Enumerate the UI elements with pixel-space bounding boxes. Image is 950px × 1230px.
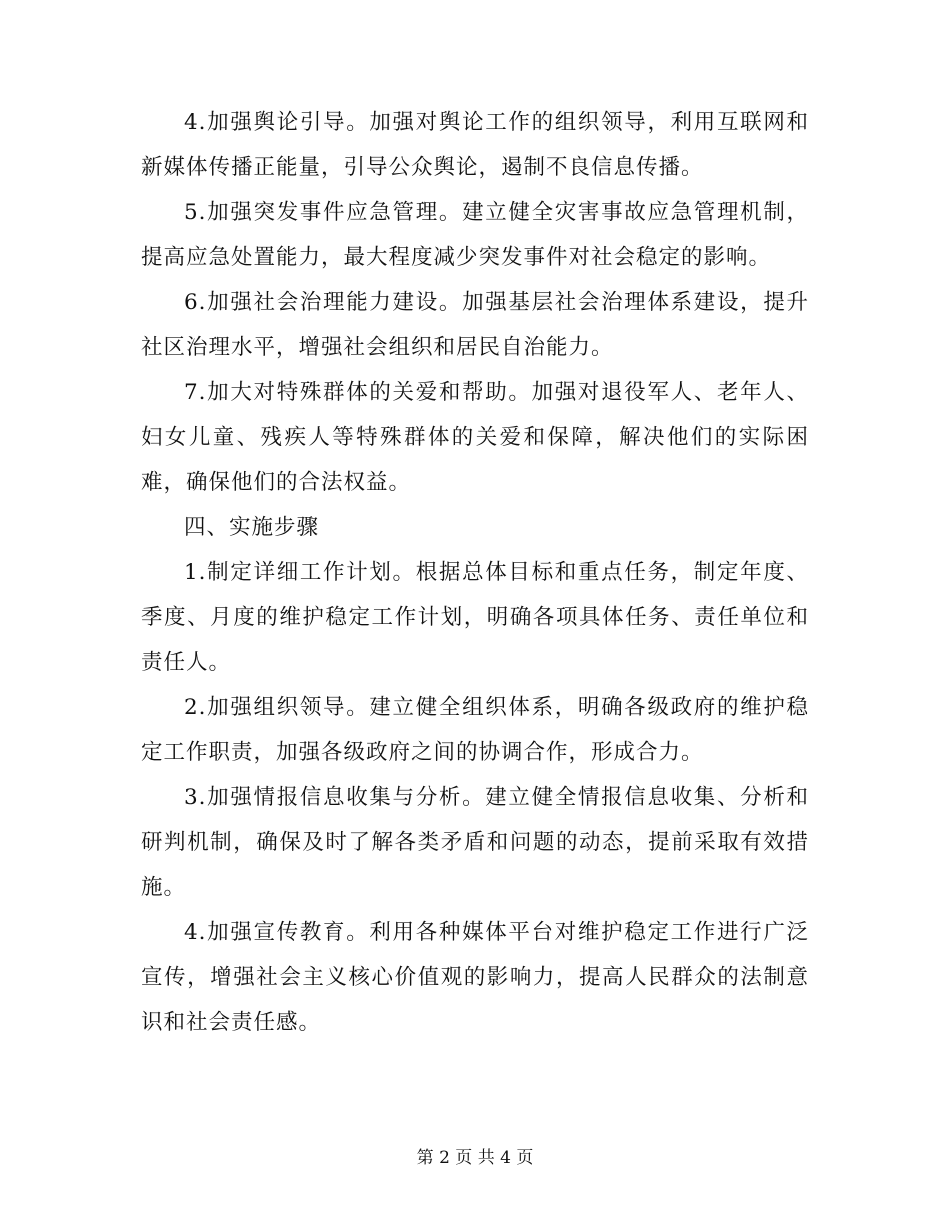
paragraph-organization-leadership: 2.加强组织领导。建立健全组织体系，明确各级政府的维护稳定工作职责，加强各级政府之间的协调合作，形成合力。 (141, 695, 809, 765)
paragraph-public-opinion: 4.加强舆论引导。加强对舆论工作的组织领导，利用互联网和新媒体传播正能量，引导公众舆论，遏制不良信息传播。 (141, 110, 809, 180)
document-body (141, 100, 809, 1045)
section-heading-implementation-steps: 四、实施步骤 (184, 515, 320, 540)
paragraph-social-governance: 6.加强社会治理能力建设。加强基层社会治理体系建设，提升社区治理水平，增强社会组织和居民自治能力。 (141, 290, 809, 360)
paragraph-work-plan: 1.制定详细工作计划。根据总体目标和重点任务，制定年度、季度、月度的维护稳定工作计划，明确各项具体任务、责任单位和责任人。 (141, 560, 809, 675)
paragraph-intelligence-analysis: 3.加强情报信息收集与分析。建立健全情报信息收集、分析和研判机制，确保及时了解各类矛盾和问题的动态，提前采取有效措施。 (141, 785, 809, 900)
page-number-label: 第 2 页 共 4 页 (416, 1148, 534, 1168)
paragraph-publicity-education: 4.加强宣传教育。利用各种媒体平台对维护稳定工作进行广泛宣传，增强社会主义核心价值观的影响力，提高人民群众的法制意识和社会责任感。 (141, 920, 809, 1035)
page-footer (0, 1146, 950, 1170)
paragraph-emergency-management: 5.加强突发事件应急管理。建立健全灾害事故应急管理机制，提高应急处置能力，最大程度减少突发事件对社会稳定的影响。 (141, 200, 809, 270)
paragraph-special-groups: 7.加大对特殊群体的关爱和帮助。加强对退役军人、老年人、妇女儿童、残疾人等特殊群体的关爱和保障，解决他们的实际困难，确保他们的合法权益。 (141, 380, 809, 495)
